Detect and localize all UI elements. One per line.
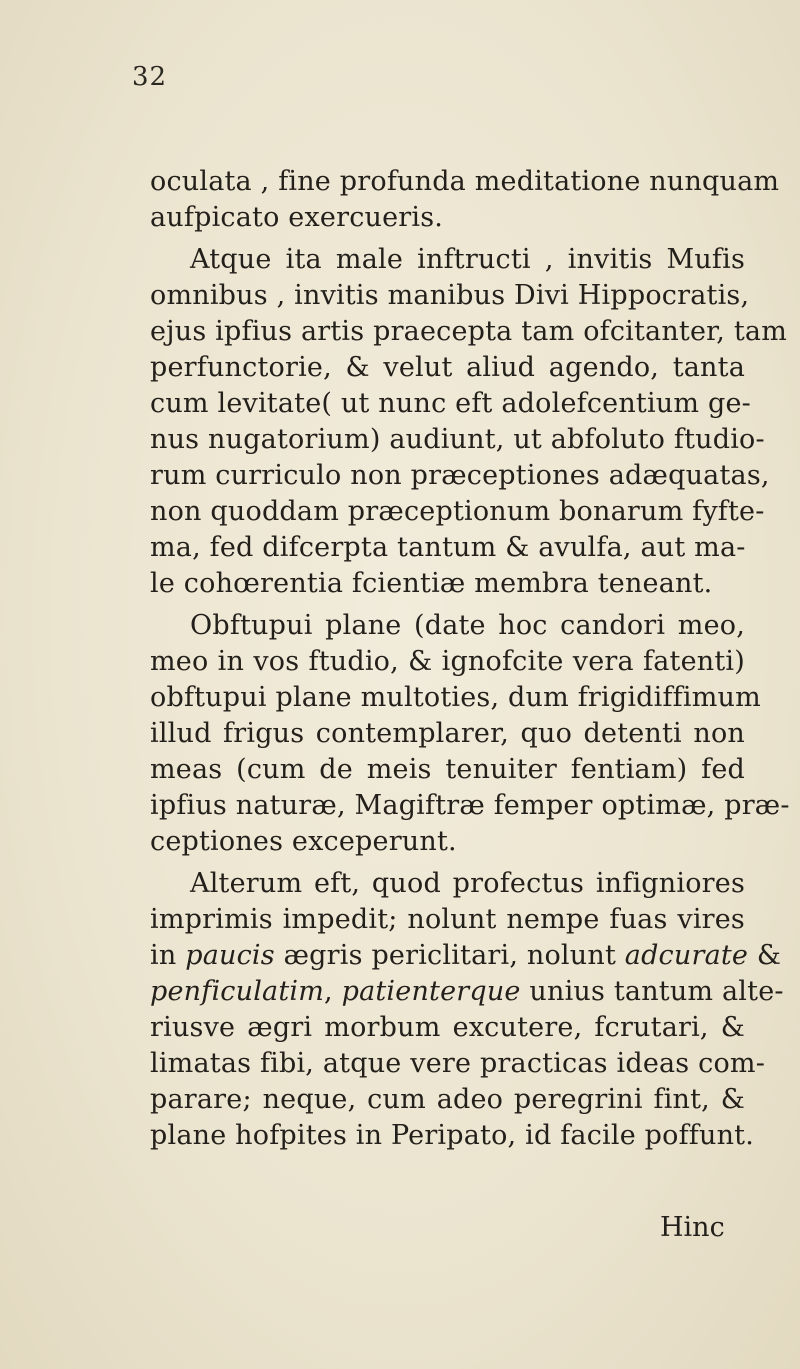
text-line: plane hofpites in Peripato, id facile poffunt. <box>150 1120 755 1151</box>
text-line: Alterum eft, quod profectus infigniores <box>190 868 745 899</box>
text-line: meas (cum de meis tenuiter fentiam) fed <box>150 754 745 785</box>
text-line: ceptiones exceperunt. <box>150 826 457 857</box>
text-line: parare; neque, cum adeo peregrini fint, & <box>150 1084 745 1115</box>
text-line: non quoddam præceptionum bonarum fyfte- <box>150 496 765 527</box>
text-line: ipfius naturæ, Magiftræ femper optimæ, præ- <box>150 790 790 821</box>
italic-word: patienterque <box>341 976 521 1007</box>
catchword: Hinc <box>660 1212 725 1243</box>
text-line: nus nugatorium) audiunt, ut abfoluto ftudio- <box>150 424 765 455</box>
text-line: Obftupui plane (date hoc candori meo, <box>190 610 745 641</box>
text-line <box>150 938 782 974</box>
text-line: meo in vos ftudio, & ignofcite vera fatenti) <box>150 646 745 677</box>
text-line: illud frigus contemplarer, quo detenti non <box>150 718 745 749</box>
text-line: perfunctorie, & velut aliud agendo, tanta <box>150 352 745 383</box>
text-line: obftupui plane multoties, dum frigidiffimum <box>150 682 761 713</box>
text-line: limatas fibi, atque vere practicas ideas com- <box>150 1048 766 1079</box>
text-line: rum curriculo non præceptiones adæquatas, <box>150 460 770 491</box>
text-line: cum levitate( ut nunc eft adolefcentium ge- <box>150 388 751 419</box>
line-part: ægris periclitari, nolunt <box>274 940 625 971</box>
line-part: , <box>324 976 342 1007</box>
italic-word: adcurate <box>624 940 749 971</box>
italic-word: paucis <box>185 940 275 971</box>
line-part: & <box>748 940 782 971</box>
text-line: riusve ægri morbum excutere, fcrutari, & <box>150 1012 745 1043</box>
text-line: imprimis impedit; nolunt nempe fuas vires <box>150 904 745 935</box>
text-line: ejus ipfius artis praecepta tam ofcitanter, tam <box>150 316 788 347</box>
page-number: 32 <box>132 62 168 92</box>
text-line <box>150 974 784 1010</box>
text-line: Atque ita male inftructi , invitis Mufis <box>190 244 745 275</box>
line-part: unius tantum alte- <box>520 976 784 1007</box>
line-part: in <box>150 940 186 971</box>
text-line: le cohœrentia fcientiæ membra teneant. <box>150 568 713 599</box>
italic-word: penficulatim <box>150 976 325 1007</box>
text-line: omnibus , invitis manibus Divi Hippocratis, <box>150 280 750 311</box>
text-line: oculata , fine profunda meditatione nunquam <box>150 166 780 197</box>
text-line: ma, fed difcerpta tantum & avulfa, aut ma- <box>150 532 746 563</box>
text-line: aufpicato exercueris. <box>150 202 444 233</box>
